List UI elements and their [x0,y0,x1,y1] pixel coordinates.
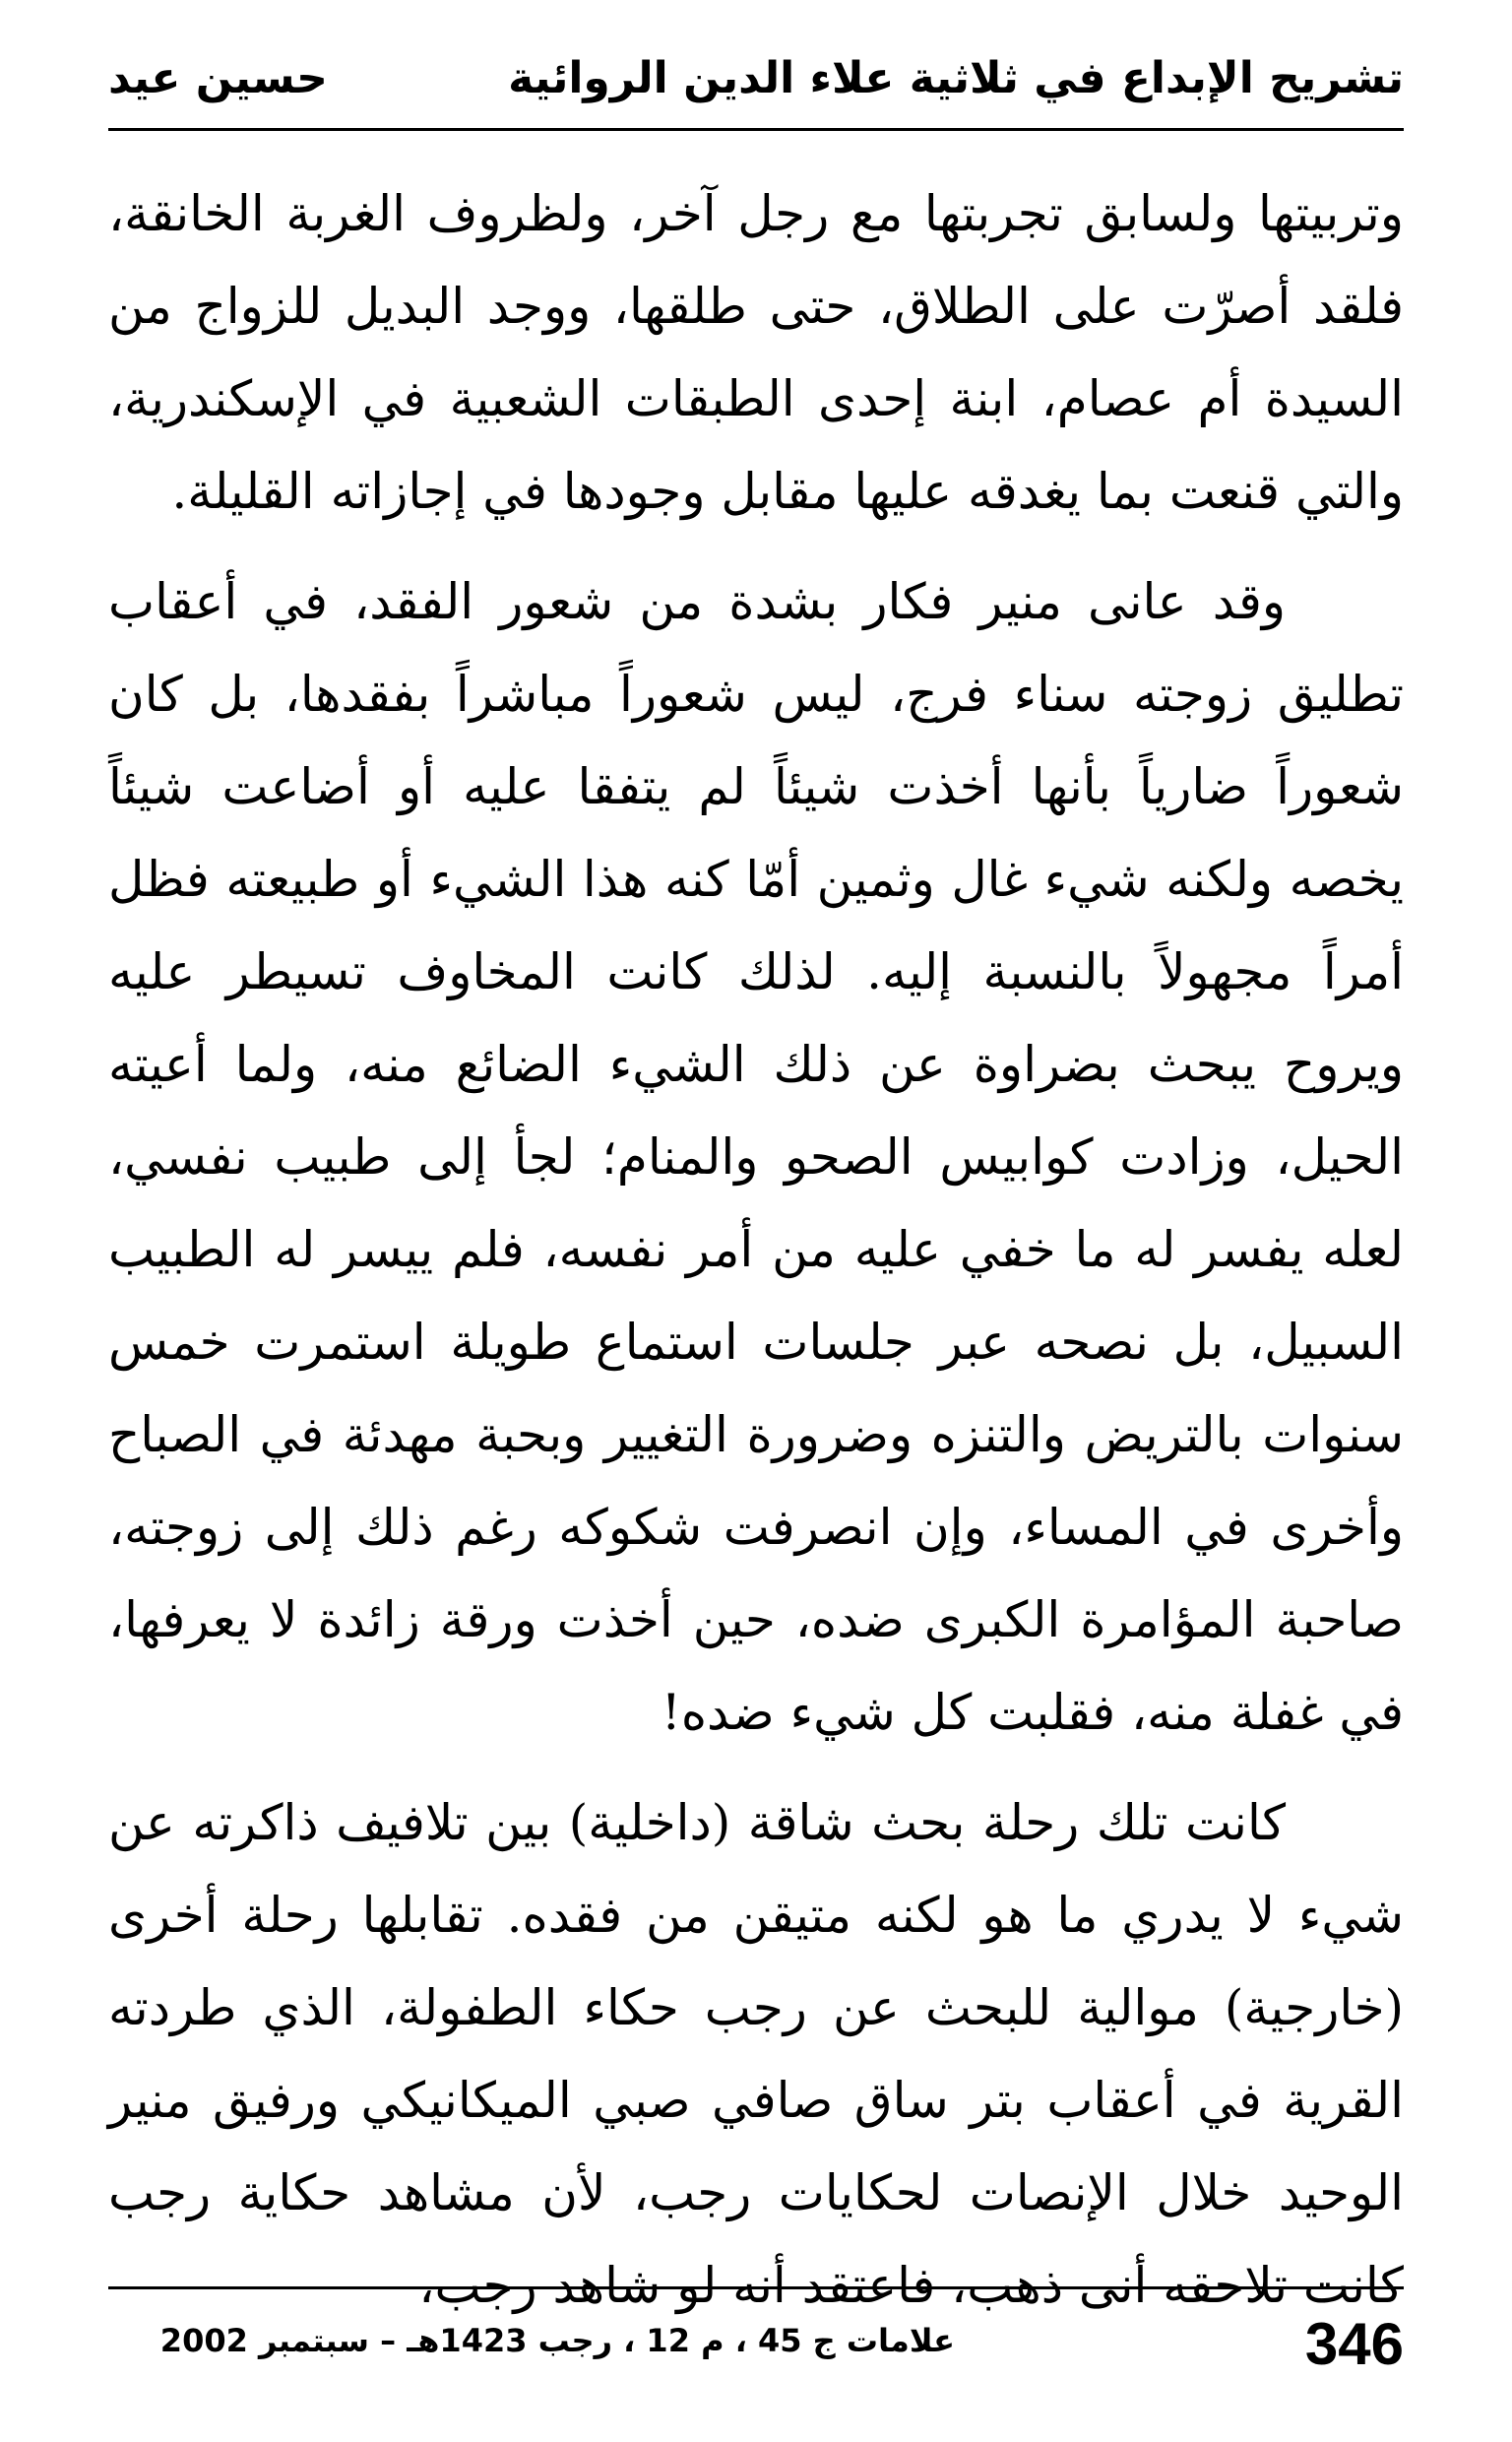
paragraph: كانت تلك رحلة بحث شاقة (داخلية) بين تلافيف ذاكرته عن شيء لا يدري ما هو لكنه متيقن من فقده. تقابلها رحلة أخرى (خارجية) موالية للبحث عن رجب حكاء الطفولة، الذي طردته القرية في أعقاب بتر ساق صافي صبي الميكانيكي ورفيق منير الوحيد خلال الإنصات لحكايات رجب، لأن مشاهد حكاية رجب كانت تلاحقه أنى ذهب، فاعتقد أنه لو شاهد رجب، [108,1794,1404,2314]
paragraph: وقد عانى منير فكار بشدة من شعور الفقد، في أعقاب تطليق زوجته سناء فرج، ليس شعوراً مباشراً بفقدها، بل كان شعوراً ضارياً بأنها أخذت شيئاً لم يتفقا عليه أو أضاعت شيئاً يخصه ولكنه شيء غال وثمين أمّا كنه هذا الشيء أو طبيعته فظل أمراً مجهولاً بالنسبة إليه. لذلك كانت المخاوف تسيطر عليه ويروح يبحث بضراوة عن ذلك الشيء الضائع منه، ولما أعيته الحيل، وزادت كوابيس الصحو والمنام؛ لجأ إلى طبيب نفسي، لعله يفسر له ما خفي عليه من أمر نفسه، فلم ييسر له الطبيب السبيل، بل نصحه عبر جلسات استماع طويلة استمرت خمس سنوات بالتريض والتنزه وضرورة التغيير وبحبة مهدئة في الصباح وأخرى في المساء، وإن انصرفت شكوكه رغم ذلك إلى زوجته، صاحبة المؤامرة الكبرى ضده، حين أخذت ورقة زائدة لا يعرفها، في غفلة منه، فقلبت كل شيء ضده! [108,573,1404,1741]
footer-divider [108,2286,1404,2289]
journal-citation: علامات ج 45 ، م 12 ، رجب 1423هـ – سبتمبر 2002 [159,2322,955,2359]
paragraph: وتربيتها ولسابق تجربتها مع رجل آخر، ولظروف الغربة الخانقة، فلقد أصرّت على الطلاق، حتى طلقها، ووجد البديل للزواج من السيدة أم عصام، ابنة إحدى الطبقات الشعبية في الإسكندرية، والتي قنعت بما يغدقه عليها مقابل وجودها في إجازاته القليلة. [108,185,1404,520]
running-title: تشريح الإبداع في ثلاثية علاء الدين الروائية [508,53,1404,103]
body-text [108,167,1404,2332]
page-number: 346 [1304,2311,1404,2377]
header-divider [108,128,1404,131]
page-footer [108,2304,1404,2393]
running-author: حسين عيد [108,53,328,103]
running-header [108,47,1404,126]
